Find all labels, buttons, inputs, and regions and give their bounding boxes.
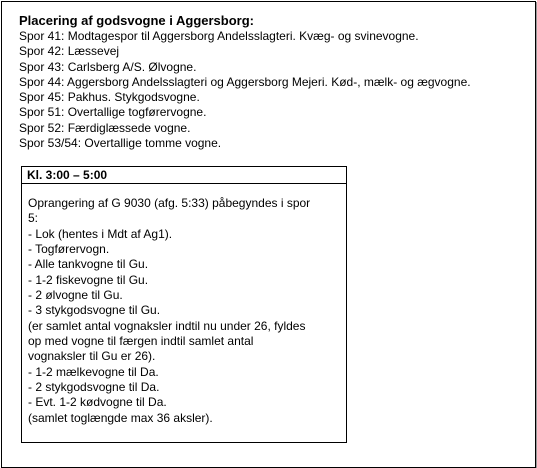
track-line-44: Spor 44: Aggersborg Andelsslagteri og Aggersborg Mejeri. Kød-, mælk- og ægvogne. [19, 74, 471, 89]
document-content [19, 13, 529, 151]
schedule-line: vognaksler til Gu er 26). [28, 349, 156, 364]
schedule-line: - Lok (hentes i Mdt af Ag1). [28, 226, 173, 241]
document-heading: Placering af godsvogne i Aggersborg: [19, 13, 254, 28]
track-line-42: Spor 42: Læssevej [19, 44, 120, 59]
track-line-53-54: Spor 53/54: Overtallige tomme vogne. [19, 136, 222, 151]
track-line-43: Spor 43: Carlsberg A/S. Ølvogne. [19, 59, 197, 74]
schedule-line: - Togførervogn. [28, 242, 110, 257]
track-line-41: Spor 41: Modtagespor til Aggersborg Andelsslagteri. Kvæg- og svinevogne. [19, 29, 419, 43]
schedule-line: - 2 stykgodsvogne til Da. [28, 380, 160, 395]
schedule-line: - 2 ølvogne til Gu. [28, 288, 123, 303]
track-line-45: Spor 45: Pakhus. Stykgodsvogne. [19, 90, 200, 105]
track-line-52: Spor 52: Færdiglæssede vogne. [19, 120, 191, 135]
schedule-line: - 1-2 mælkevogne til Da. [28, 364, 159, 379]
schedule-box [21, 166, 347, 443]
schedule-body [22, 184, 346, 426]
schedule-line: - 1-2 fiskevogne til Gu. [28, 272, 149, 287]
schedule-line: (samlet toglængde max 36 aksler). [28, 410, 213, 425]
schedule-line: op med vogne til færgen indtil samlet antal [28, 334, 254, 349]
schedule-line: - 3 stykgodsvogne til Gu. [28, 303, 161, 318]
schedule-line: (er samlet antal vognaksler indtil nu under 26, fyldes [28, 318, 306, 333]
track-line-51: Spor 51: Overtallige togførervogne. [19, 105, 207, 120]
schedule-time-header: Kl. 3:00 – 5:00 [22, 167, 346, 184]
schedule-line: 5: [28, 211, 39, 226]
schedule-line: - Alle tankvogne til Gu. [28, 257, 149, 272]
schedule-line: - Evt. 1-2 kødvogne til Da. [28, 395, 167, 410]
track-list [19, 29, 529, 151]
schedule-line: Oprangering af G 9030 (afg. 5:33) påbegyndes i spor [28, 196, 311, 210]
